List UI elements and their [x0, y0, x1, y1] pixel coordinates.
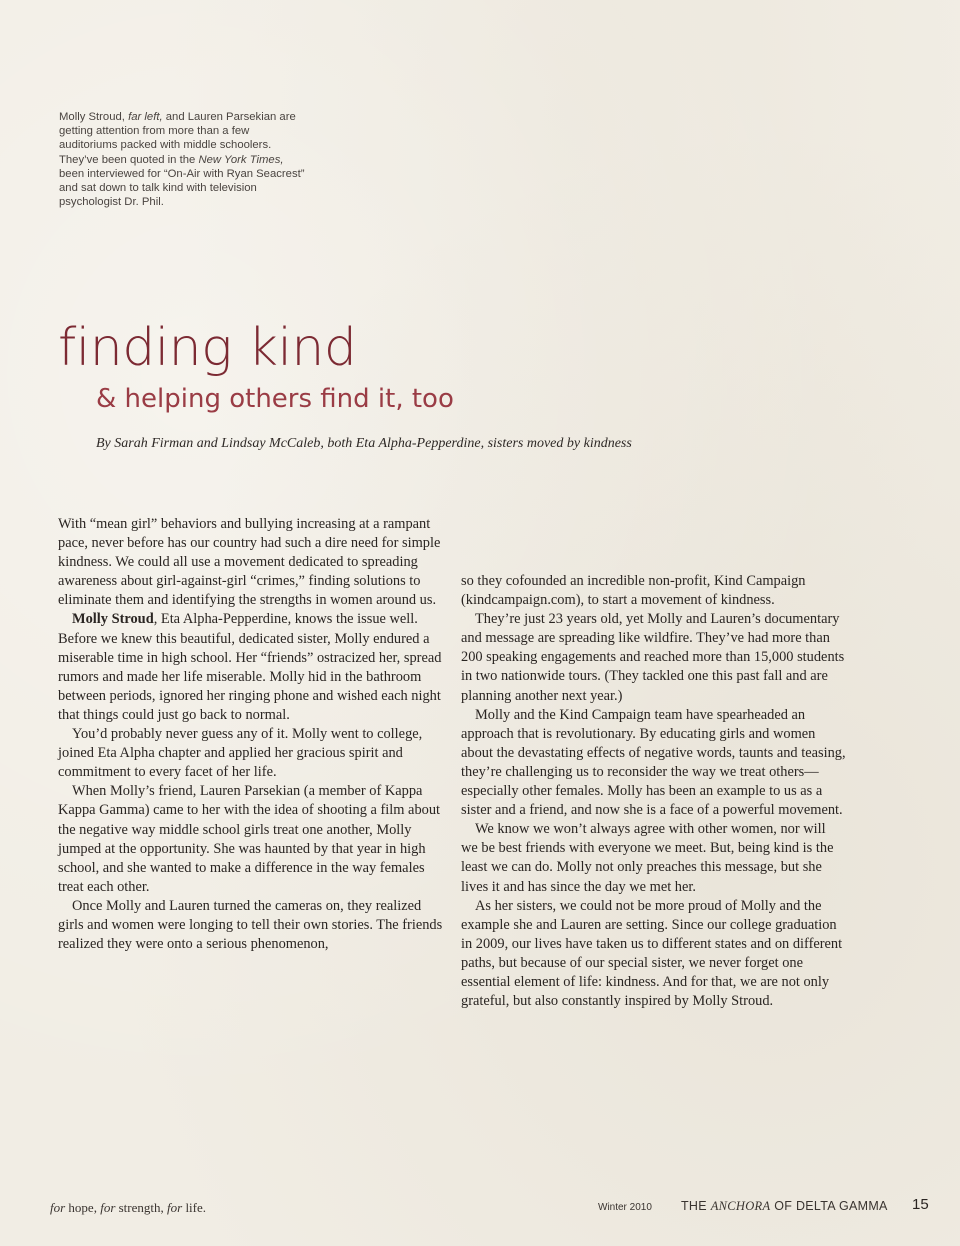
article-title: finding kind: [58, 318, 357, 378]
caption-position: far left,: [128, 111, 163, 123]
footer-magazine-title: [681, 1199, 888, 1214]
tagline-for: for: [50, 1200, 66, 1215]
paragraph: Once Molly and Lauren turned the cameras on, they realized girls and women were longing to tell their own stories. The friends realized they were onto a serious phenomenon,: [58, 897, 443, 953]
paragraph: When Molly’s friend, Lauren Parsekian (a member of Kappa Kappa Gamma) came to her with the idea of shooting a film about the negative way middle school girls treat one another, Molly jumped at the opportunity. She was haunted by that year in high school, and she wanted to make a difference in the way females treat each other.: [58, 783, 441, 895]
caption-part2: been interviewed for “On-Air with Ryan Seacrest” and sat down to talk kind with television psychologist Dr. Phil.: [59, 167, 305, 209]
article-byline: By Sarah Firman and Lindsay McCaleb, both Eta Alpha-Pepperdine, sisters moved by kindness: [96, 436, 632, 451]
caption-name: Molly Stroud,: [59, 111, 125, 123]
paragraph: You’d probably never guess any of it. Molly went to college, joined Eta Alpha chapter and applied her gracious spirit and commitment to every facet of her life.: [58, 726, 423, 781]
tagline-for: for: [100, 1200, 116, 1215]
paragraph: They’re just 23 years old, yet Molly and Lauren’s documentary and message are spreading like wildfire. They’ve had more than 200 speaking engagements and reached more than 15,000 students in two nationwide tours. (They tackled one this past fall and are planning another next year.): [461, 611, 845, 704]
paragraph: so they cofounded an incredible non-profit, Kind Campaign (kindcampaign.com), to start a movement of kindness.: [461, 573, 806, 609]
article-column-left: [58, 515, 443, 954]
tagline-word: strength,: [115, 1200, 164, 1215]
bold-name: Molly Stroud: [72, 611, 154, 628]
paragraph: With “mean girl” behaviors and bullying increasing at a rampant pace, never before has our country had such a dire need for simple kindness. We could all use a movement dedicated to spreading awareness about girl-against-girl “crimes,” finding solutions to eliminate them and identifying the strengths in women around us.: [58, 516, 441, 609]
caption-text: [59, 110, 309, 209]
mag-anchora: ANCHORA: [710, 1199, 771, 1213]
paragraph: Molly and the Kind Campaign team have spearheaded an approach that is revolutionary. By educating girls and women about the devastating effects of negative words, taunts and teasing, they’re challenging us to reconsider the way we treat others—especially other females. Molly has been an example to us as a sister and a friend, and now she is a face of a powerful movement.: [461, 706, 846, 819]
article-column-right: [461, 572, 846, 1011]
caption-part1: and Lauren Parsekian are getting attention from more than a few auditoriums packed with middle schoolers. They’ve been quoted in the: [59, 111, 296, 166]
paragraph: We know we won’t always agree with other women, nor will we be best friends with everyone we meet. But, being kind is the least we can do. Molly not only preaches this message, but she lives it and has since the day we met her.: [461, 821, 834, 895]
mag-the: THE: [681, 1199, 707, 1213]
mag-rest: OF DELTA GAMMA: [774, 1199, 888, 1213]
paragraph: [58, 610, 443, 725]
tagline-word: life.: [182, 1200, 207, 1215]
caption-publication: New York Times,: [198, 153, 284, 166]
footer-issue: Winter 2010: [598, 1202, 652, 1213]
tagline-for: for: [167, 1200, 183, 1215]
article-subtitle: & helping others find it, too: [96, 384, 454, 414]
paragraph: As her sisters, we could not be more proud of Molly and the example she and Lauren are setting. Since our college graduation in 2009, our lives have taken us to different states and on different paths, but because of our special sister, we never forget one essential element of life: kindness. And for that, we are not only grateful, but also constantly inspired by Molly Stroud.: [461, 897, 843, 1010]
page-number: 15: [912, 1196, 929, 1213]
paragraph-text: , Eta Alpha-Pepperdine, knows the issue well. Before we knew this beautiful, dedicated sister, Molly endured a miserable time in high school. Her “friends” ostracized her, spread rumors and made her life miserable. Molly hid in the bathroom between periods, ignored her ringing phone and wished each night that things could just go back to normal.: [58, 611, 442, 723]
footer-tagline: [50, 1200, 206, 1216]
photo-caption: [59, 110, 309, 209]
tagline-word: hope,: [65, 1200, 97, 1215]
